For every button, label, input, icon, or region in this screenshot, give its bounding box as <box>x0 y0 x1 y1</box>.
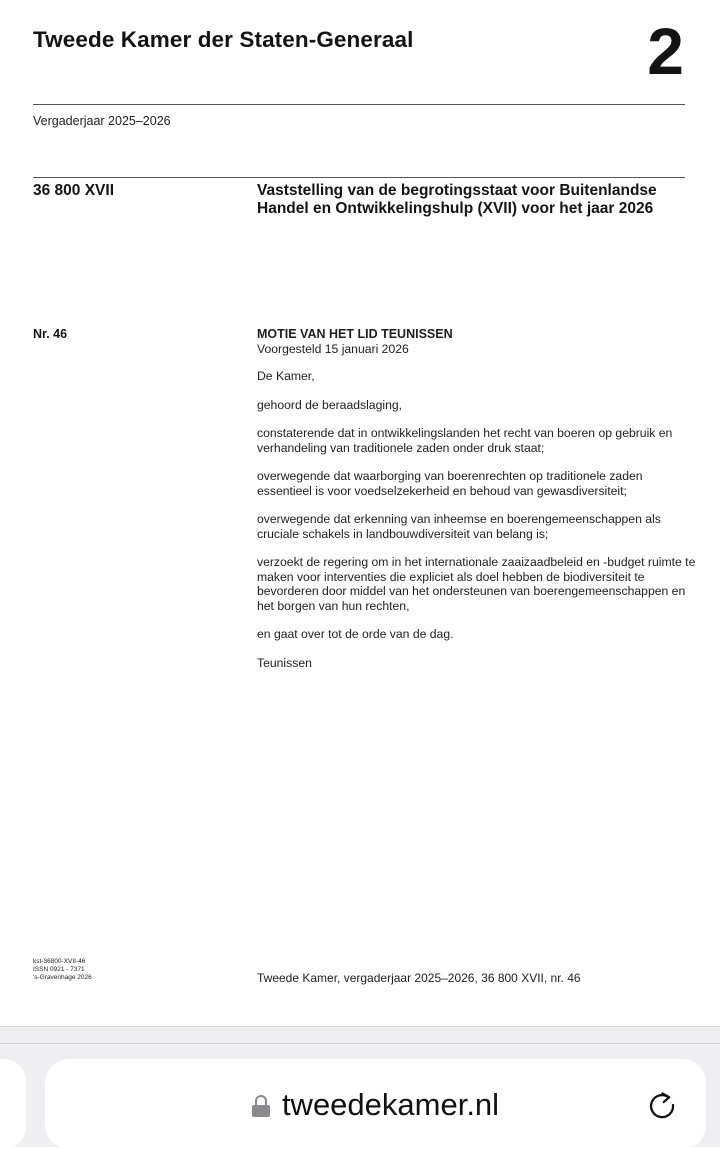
proposed-date: Voorgesteld 15 januari 2026 <box>257 341 409 356</box>
motion-paragraph: overwegende dat waarborging van boerenrechten op traditionele zaden essentieel is voor voedselzekerheid en behoud van gewasdiversiteit; <box>257 469 643 498</box>
colophon-line: kst-36800-XVII-46 <box>33 958 86 965</box>
motion-paragraph: en gaat over tot de orde van de dag. <box>257 627 454 641</box>
motion-paragraph: constaterende dat in ontwikkelingslanden het recht van boeren op gebruik en verhandeling van traditionele zaden onder druk staat; <box>257 426 673 455</box>
motion-paragraph: gehoord de beraadslaging, <box>257 397 403 412</box>
document-title: Vaststelling van de begrotingsstaat voor Buitenlandse Handel en Ontwikkelingshulp (XVII) voor het jaar 2026 <box>257 182 657 217</box>
motion-number: Nr. 46 <box>33 327 68 341</box>
motion-heading: MOTIE VAN HET LID TEUNISSEN <box>257 327 453 341</box>
motion-body <box>257 327 697 684</box>
address-bar[interactable] <box>45 1059 706 1149</box>
colophon-line: 's-Gravenhage 2026 <box>33 974 92 981</box>
browser-toolbar <box>0 1026 720 1147</box>
url-text[interactable]: tweedekamer.nl <box>281 1087 500 1122</box>
previous-tab[interactable] <box>0 1059 26 1149</box>
document-number: 2 <box>647 14 684 88</box>
footer-reference: Tweede Kamer, vergaderjaar 2025–2026, 36 800 XVII, nr. 46 <box>257 971 581 985</box>
lock-icon <box>252 1095 270 1117</box>
divider <box>0 1043 720 1044</box>
divider <box>33 104 685 105</box>
colophon <box>33 958 92 982</box>
motion-paragraph: overwegende dat erkenning van inheemse en boerengemeenschappen als cruciale schakels in landbouwdiversiteit van belang is; <box>257 512 661 541</box>
kamerstuk-number: 36 800 XVII <box>33 182 115 199</box>
chamber-title: Tweede Kamer der Staten-Generaal <box>33 27 414 52</box>
colophon-line: ISSN 0921 - 7371 <box>33 966 85 973</box>
motion-paragraph: verzoekt de regering om in het internationale zaaizaadbeleid en -budget ruimte te maken voor interventies die expliciet als doel hebben de biodiversiteit te bevorderen door middel van het ondersteunen van boerengemeenschappen en het borgen van hun rechten, <box>257 555 696 613</box>
motion-paragraph: De Kamer, <box>257 369 315 383</box>
divider <box>33 177 685 178</box>
session-year: Vergaderjaar 2025–2026 <box>33 114 171 128</box>
signature: Teunissen <box>257 655 312 670</box>
reload-icon[interactable] <box>646 1089 678 1121</box>
